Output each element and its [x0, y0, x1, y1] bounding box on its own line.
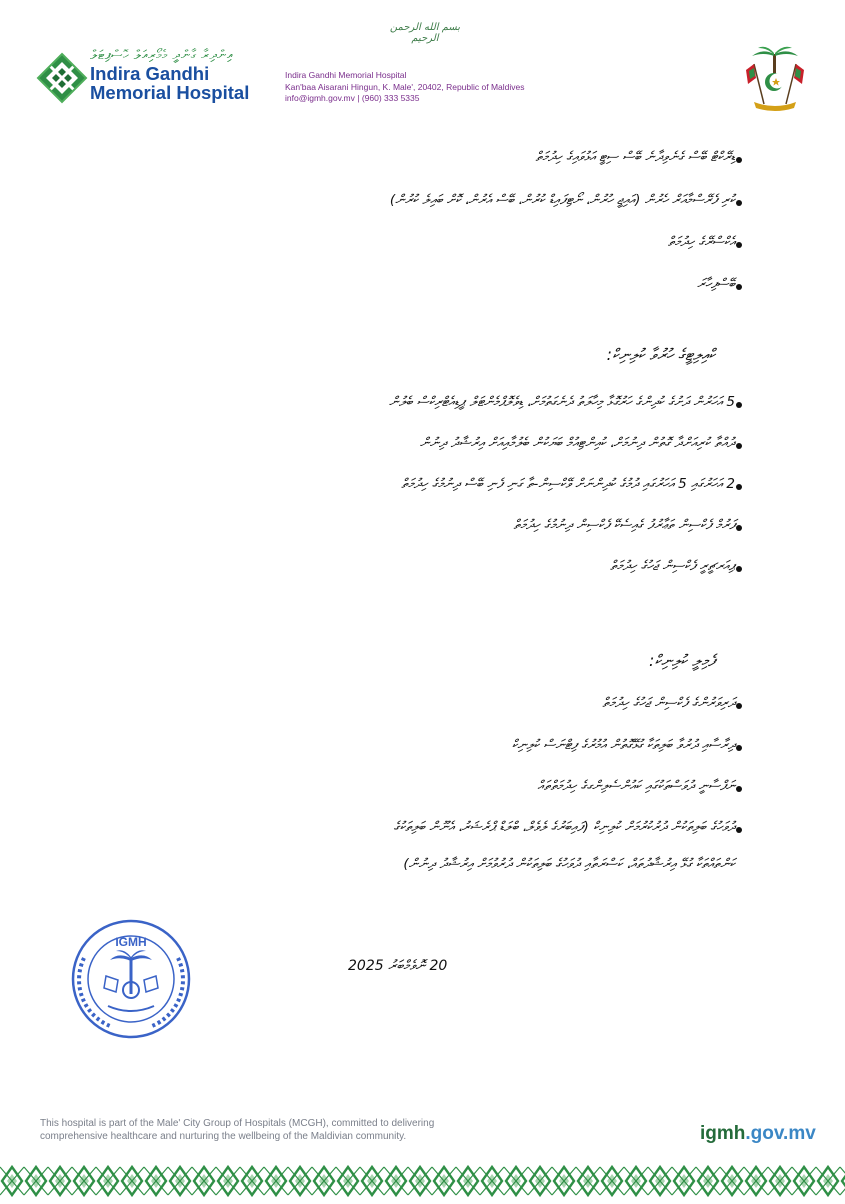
list-bullet	[736, 525, 742, 531]
list-bullet	[736, 484, 742, 490]
footer-pattern-icon	[0, 1163, 845, 1204]
hospital-stamp-icon	[70, 918, 192, 1044]
list-bullet	[736, 566, 742, 572]
stamp-title: IGMH	[115, 935, 147, 949]
logo-line-1: Indira Gandhi	[90, 63, 210, 84]
address-line: Indira Gandhi Memorial Hospital	[285, 70, 407, 80]
list-bullet	[736, 402, 742, 408]
bismillah-calligraphy: بسم الله الرحمن الرحيم	[389, 22, 461, 44]
logo-dhivehi-text: އިންދިރާ ގާންދީ މެމޯރިއަލް ހޮސްޕިޓަލް	[90, 48, 233, 63]
clinic-service-item: ފަރުމް ފެކްސިން ތަޢާރުފު ގެއިސެކޭ ފެކްސިން ދިނުމުގެ ހިދުމަތް	[513, 517, 735, 533]
logo-line-2: Memorial Hospital	[90, 82, 250, 103]
list-bullet	[736, 786, 742, 792]
document-date: 20 ނޮވެމްބަރު 2025	[348, 958, 448, 974]
footer-url-main: igmh	[700, 1123, 746, 1144]
hospital-address	[285, 70, 525, 105]
family-clinic-item: ދަރިވަރުންގެ ފެކްސިން ޖަހުގެ ހިދުމަތް	[602, 695, 735, 711]
family-clinic-item: ދުވަހުގެ ބަލިތަކުން ދުރުކުރުމަށް ކުލިނިކް (ފައިބަރުގެ ލެވެލް، ބްލަޑް ޕްރެޝަރު، އެނޫން ބަލިތަކުގެ	[393, 819, 735, 835]
footer-url-tld: .gov.mv	[745, 1123, 816, 1144]
address-line: Kan'baa Aisarani Hingun, K. Male', 20402, Republic of Maldives	[285, 81, 525, 92]
footer-statement	[40, 1117, 434, 1143]
section-heading: ކްއިލިޓީގެ ހުރުވާ ކުލިނިކް:	[606, 345, 715, 364]
family-clinic-item: ދިރާސާއި ދުރުވާ ބަލިތަކާ ގުޅޭގޮތުން އުމުރުގެ ފިޓްނަސް ކުލިނިކް	[511, 737, 735, 753]
service-item: އެކްސްރޭގެ ހިދުމަތް	[667, 234, 735, 250]
clinic-service-item: ޕިއަރޗީރީ ފެކްސިން ޖަހުގެ ހިދުމަތް	[610, 558, 735, 574]
logo-diamond-icon	[36, 52, 88, 108]
list-bullet	[736, 703, 742, 709]
list-bullet	[736, 242, 742, 248]
footer-line: comprehensive healthcare and nurturing the wellbeing of the Maldivian community.	[40, 1131, 407, 1142]
clinic-service-item: ދުއްތާ ކުރިއަށްދާ ގޮތުން ދިނުމަށް، ކުއިންޓިއުމް ބަޔަކުން ބެލުމާއިއަށް އިރުޝާދު ދިނުން	[419, 435, 735, 451]
family-clinic-item-continuation: ކަންތައްތަކާ ގުޅޭ އިރުޝާދުތައް، ކަސްރަތާއި ދުވަހުގެ ބަލިތަކުން ދުރުވުމަށް އިރުޝާދު ދިނުން)	[403, 856, 735, 872]
family-clinic-item: ނަފްސާނީ ދުވަސްތަކުގައި ކައުންސެލިންގގެ ހިދުމަތްތައް	[537, 778, 735, 794]
list-bullet	[736, 745, 742, 751]
section-heading: ފެމިލީ ކުލިނިކް:	[649, 651, 715, 670]
footer-website-link[interactable]	[700, 1123, 816, 1145]
list-bullet	[736, 200, 742, 206]
clinic-service-item: 5 އަހަރުން ދަށުގެ ކުދިންގެ ހަރުގޮޅާ މިހާލަތު ދެނެގަތުމަށް، ޑިވެލޮޕްމެންޓަލް ޕީޑިއެޓްރިކްސް ބެލުން	[389, 394, 735, 410]
list-bullet	[736, 443, 742, 449]
list-bullet	[736, 157, 742, 163]
clinic-service-item: 2 އަހަރުގައި 5 އަހަރުގައި ދުމުގެ ކުދިންނަށް ވޭކްސިން-ތާ ގަނި ފެނި ބޭސް ދިނުމުގެ ހިދުމަތް	[401, 476, 735, 492]
service-item: ކުރި ފެރޭސްމާއަރް ހެރުން (އައިޖީ ހުރުން، ނޯޓިފައިޑް ކުރުން، ބޭސް އެރުން، ކޮށް ބައިލެ ކުރުން)	[389, 192, 735, 208]
service-item: ޑިރޭކްޓް ބޭސް ގެނެވިދާނެ ބޭސް ސިޓީ އަޅުވައިގެ ހިދުމަތް	[535, 149, 735, 165]
logo-english-text	[90, 64, 249, 102]
address-contact[interactable]: info@igmh.gov.mv | (960) 333 5335	[285, 93, 420, 103]
list-bullet	[736, 827, 742, 833]
footer-line: This hospital is part of the Male' City Group of Hospitals (MCGH), committed to delivering	[40, 1118, 435, 1129]
national-emblem-icon	[742, 44, 808, 118]
service-item: ބޭސްފިހާރަ	[697, 276, 735, 292]
list-bullet	[736, 284, 742, 290]
